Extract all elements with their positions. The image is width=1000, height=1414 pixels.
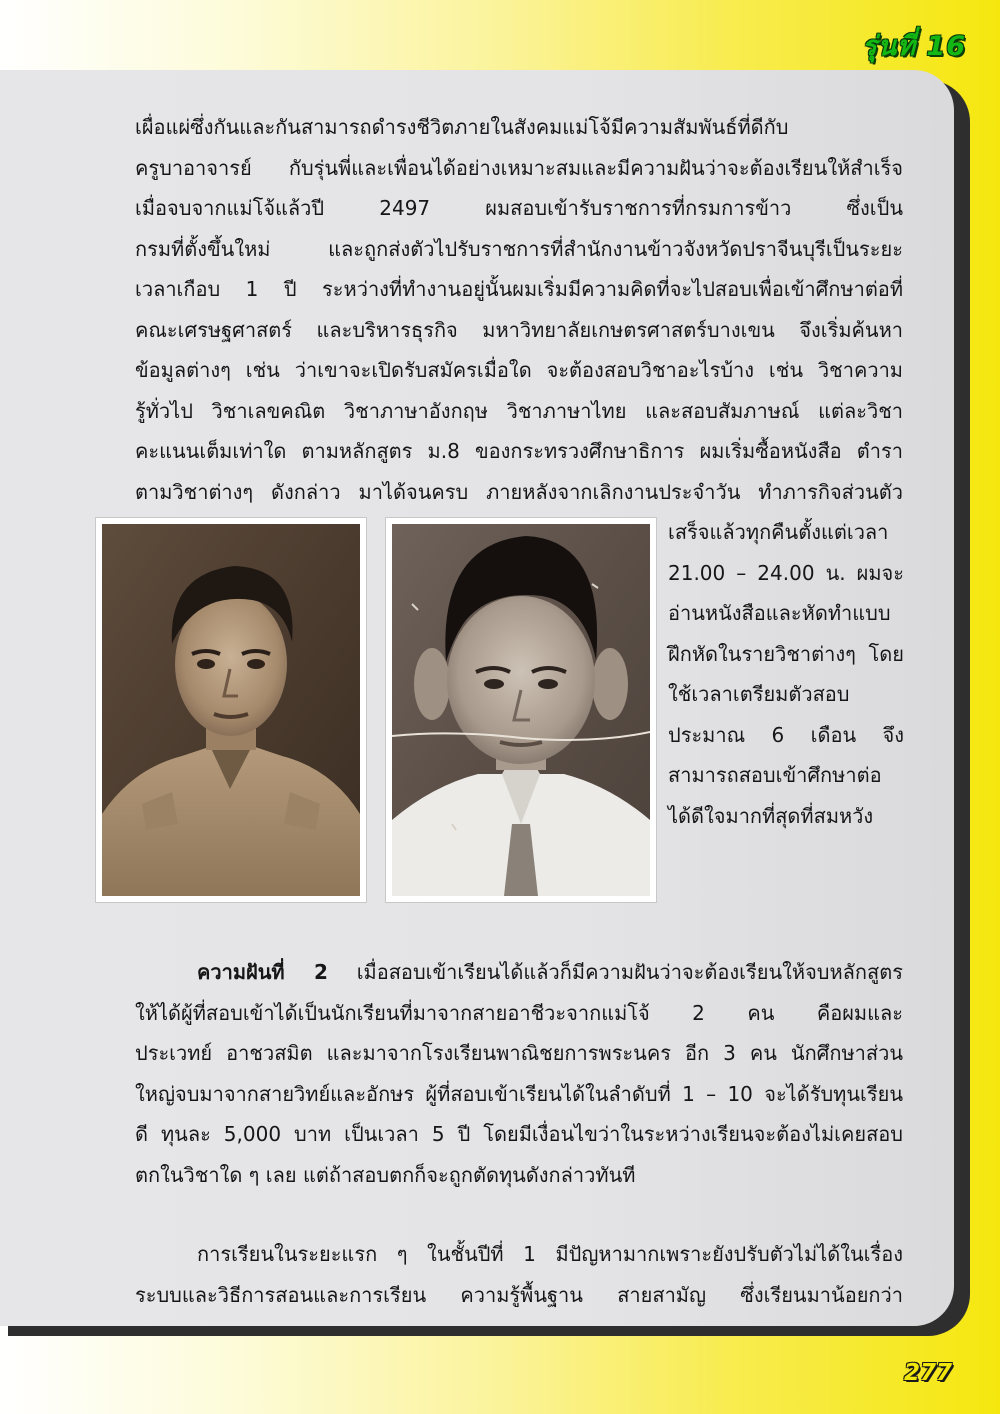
portrait-photo-uniform — [96, 518, 366, 902]
text-line: ระบบและวิธีการสอนและการเรียน ความรู้พื้นฐาน สายสามัญ ซึ่งเรียนมาน้อยกว่า — [135, 1282, 903, 1307]
text-line: อ่านหนังสือและหัดทำแบบ — [668, 601, 891, 625]
text-line-first — [135, 952, 903, 993]
text-line: ได้ดีใจมากที่สุดที่สมหวัง — [668, 803, 874, 828]
text-line: ใช้เวลาเตรียมตัวสอบ — [668, 682, 850, 706]
text-line: เมื่อจบจากแม่โจ้แล้วปี 2497 ผมสอบเข้ารับราชการที่กรมการข้าว ซึ่งเป็น — [135, 196, 903, 220]
text-line: ให้ได้ผู้ที่สอบเข้าได้เป็นนักเรียนที่มาจากสายอาชีวะจากแม่โจ้ 2 คน คือผมและ — [135, 1000, 903, 1025]
text-line: ประมาณ 6 เดือน จึง — [668, 722, 904, 747]
text-line: เวลาเกือบ 1 ปี ระหว่างที่ทำงานอยู่นั้นผมเริ่มมีความคิดที่จะไปสอบเพื่อเข้าศึกษาต่อที่ — [135, 277, 903, 301]
text-fragment: เมื่อสอบเข้าเรียนได้แล้วก็มีความฝันว่าจะต้องเรียนให้จบหลักสูตร — [327, 960, 903, 984]
page-header-label: รุ่นที่ 16 — [862, 31, 966, 62]
text-line: ใหญ่จบมาจากสายวิทย์และอักษร ผู้ที่สอบเข้าเรียนได้ในลำดับที่ 1 – 10 จะได้รับทุนเรียน — [135, 1081, 903, 1106]
text-line: ตกในวิชาใด ๆ เลย แต่ถ้าสอบตกก็จะถูกตัดทุนดังกล่าวทันที — [135, 1162, 636, 1187]
text-line: 21.00 – 24.00 น. ผมจะ — [668, 560, 904, 585]
text-line: ประเวทย์ อาชวสมิต และมาจากโรงเรียนพาณิชยการพระนคร อีก 3 คน นักศึกษาส่วน — [135, 1041, 903, 1065]
side-paragraph — [668, 512, 904, 836]
text-line: เสร็จแล้วทุกคืนตั้งแต่เวลา — [668, 520, 889, 544]
text-line: คะแนนเต็มเท่าใด ตามหลักสูตร ม.8 ของกระทรวงศึกษาธิการ ผมเริ่มซื้อหนังสือ ตำรา — [135, 439, 903, 463]
text-line: ครูบาอาจารย์ กับรุ่นพี่และเพื่อนได้อย่างเหมาะสมและมีความฝันว่าจะต้องเรียนให้สำเร็จ — [135, 155, 903, 180]
text-line: ฝึกหัดในรายวิชาต่างๆ โดย — [668, 641, 904, 666]
portrait-photo-white-shirt — [386, 518, 656, 902]
text-line: ข้อมูลต่างๆ เช่น ว่าเขาจะเปิดรับสมัครเมื่อใด จะต้องสอบวิชาอะไรบ้าง เช่น วิชาความ — [135, 358, 903, 382]
paragraph-1 — [135, 107, 903, 512]
portrait-photo-uniform-image — [102, 524, 360, 896]
text-line: รู้ทั่วไป วิชาเลขคณิต วิชาภาษาอังกฤษ วิชาภาษาไทย และสอบสัมภาษณ์ แต่ละวิชา — [135, 398, 903, 423]
text-line: ตามวิชาต่างๆ ดังกล่าว มาได้จนครบ ภายหลังจากเลิกงานประจำวัน ทำภารกิจส่วนตัว — [135, 479, 903, 504]
text-line: ดี ทุนละ 5,000 บาท เป็นเวลา 5 ปี โดยมีเงื่อนไขว่าในระหว่างเรียนจะต้องไม่เคยสอบ — [135, 1122, 903, 1146]
section-heading: ความฝันที่ 2 — [197, 960, 328, 984]
portrait-photo-white-shirt-image — [392, 524, 650, 896]
page-number: 277 — [904, 1360, 953, 1386]
text-line: การเรียนในระยะแรก ๆ ในชั้นปีที่ 1 มีปัญหามากเพราะยังปรับตัวไม่ได้ในเรื่อง — [197, 1242, 903, 1266]
paragraph-2 — [135, 952, 903, 1195]
text-line: สามารถสอบเข้าศึกษาต่อ — [668, 763, 882, 787]
text-line: เผื่อแผ่ซึ่งกันและกันสามารถดำรงชีวิตภายในสังคมแม่โจ้มีความสัมพันธ์ที่ดีกับ — [135, 115, 789, 139]
text-line: กรมที่ตั้งขึ้นใหม่ และถูกส่งตัวไปรับราชการที่สำนักงานข้าวจังหวัดปราจีนบุรีเป็นระยะ — [135, 236, 903, 261]
text-line: คณะเศรษฐศาสตร์ และบริหารธุรกิจ มหาวิทยาลัยเกษตรศาสตร์บางเขน จึงเริ่มค้นหา — [135, 317, 903, 342]
paragraph-3 — [135, 1234, 903, 1315]
